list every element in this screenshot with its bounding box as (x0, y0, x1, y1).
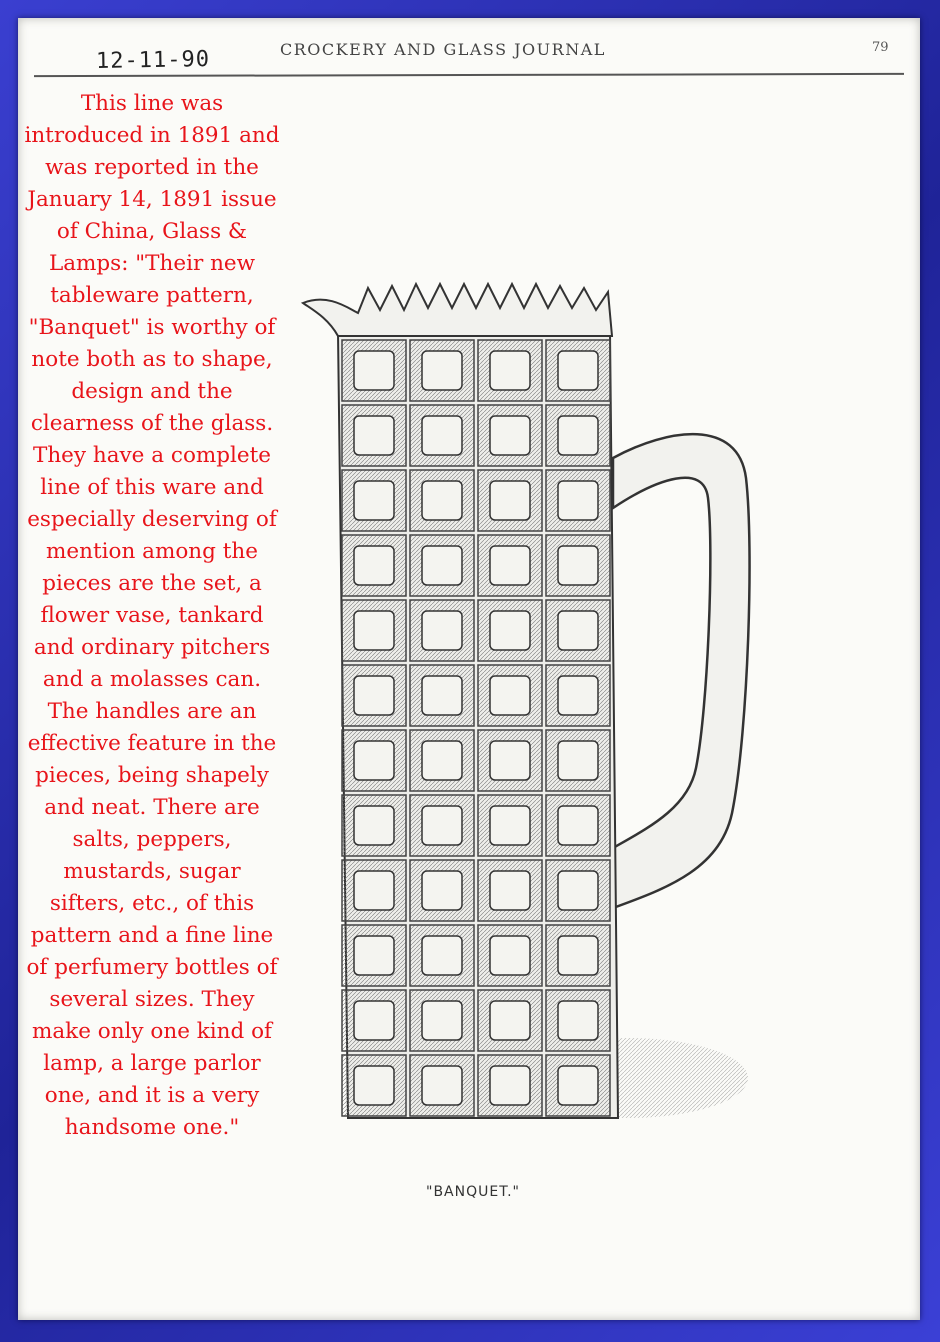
glass-block-facet (354, 871, 394, 910)
glass-block-facet (354, 611, 394, 650)
glass-block-facet (490, 1001, 530, 1040)
glass-block-facet (558, 1001, 598, 1040)
glass-block-facet (422, 611, 462, 650)
page-number: 79 (872, 40, 889, 55)
glass-block-facet (354, 481, 394, 520)
glass-block-facet (354, 351, 394, 390)
glass-block-facet (422, 481, 462, 520)
glass-block-facet (558, 871, 598, 910)
glass-block-facet (558, 481, 598, 520)
glass-block-facet (558, 741, 598, 780)
glass-block-facet (558, 611, 598, 650)
glass-block-facet (490, 481, 530, 520)
scanned-page (18, 18, 920, 1320)
glass-block-facet (422, 936, 462, 975)
handwritten-date: 12-11-90 (95, 47, 211, 74)
glass-block-facet (490, 546, 530, 585)
glass-block-facet (558, 1066, 598, 1105)
glass-block-facet (490, 351, 530, 390)
glass-block-facet (422, 1066, 462, 1105)
glass-block-facet (422, 351, 462, 390)
glass-block-facet (422, 676, 462, 715)
pitcher-illustration (268, 248, 788, 1248)
glass-block-facet (422, 546, 462, 585)
glass-block-facet (558, 546, 598, 585)
glass-block-facet (354, 676, 394, 715)
glass-block-facet (490, 806, 530, 845)
glass-block-facet (422, 806, 462, 845)
glass-block-facet (558, 676, 598, 715)
pitcher-rim (303, 284, 612, 336)
glass-block-facet (422, 1001, 462, 1040)
glass-block-facet (354, 1066, 394, 1105)
glass-block-facet (422, 741, 462, 780)
journal-title: CROCKERY AND GLASS JOURNAL (280, 40, 606, 59)
glass-block-facet (490, 416, 530, 455)
glass-block-facet (490, 936, 530, 975)
glass-block-facet (490, 1066, 530, 1105)
glass-block-facet (558, 806, 598, 845)
glass-block-facet (354, 741, 394, 780)
glass-block-facet (490, 676, 530, 715)
glass-block-facet (558, 936, 598, 975)
glass-block-facet (490, 871, 530, 910)
article-text: This line was introduced in 1891 and was reported in the January 14, 1891 issue of China, Glass & Lamps: "Their new tableware pattern, "Banquet" is worthy of note both as to shape, design and the clearness of the glass. They have a complete line of this ware and especially deserving of mention among the pieces are the set, a flower vase, tankard and ordinary pitchers and a molasses can. The handles are an effective feature in the pieces, being shapely and neat. There are salts, peppers, mustards, sugar sifters, etc., of this pattern and a fine line of perfumery bottles of several sizes. They make only one kind of lamp, a large parlor one, and it is a very handsome one." (24, 91, 280, 1140)
pitcher-handle (613, 434, 750, 908)
illustration-caption: "BANQUET." (426, 1184, 520, 1200)
glass-block-facet (354, 416, 394, 455)
glass-block-facet (354, 1001, 394, 1040)
glass-block-facet (558, 416, 598, 455)
glass-block-facet (354, 806, 394, 845)
glass-block-facet (422, 416, 462, 455)
glass-block-facet (490, 611, 530, 650)
header-rule (34, 73, 904, 77)
glass-block-facet (490, 741, 530, 780)
glass-block-facet (422, 871, 462, 910)
glass-block-facet (354, 546, 394, 585)
glass-block-facet (558, 351, 598, 390)
glass-block-facet (354, 936, 394, 975)
